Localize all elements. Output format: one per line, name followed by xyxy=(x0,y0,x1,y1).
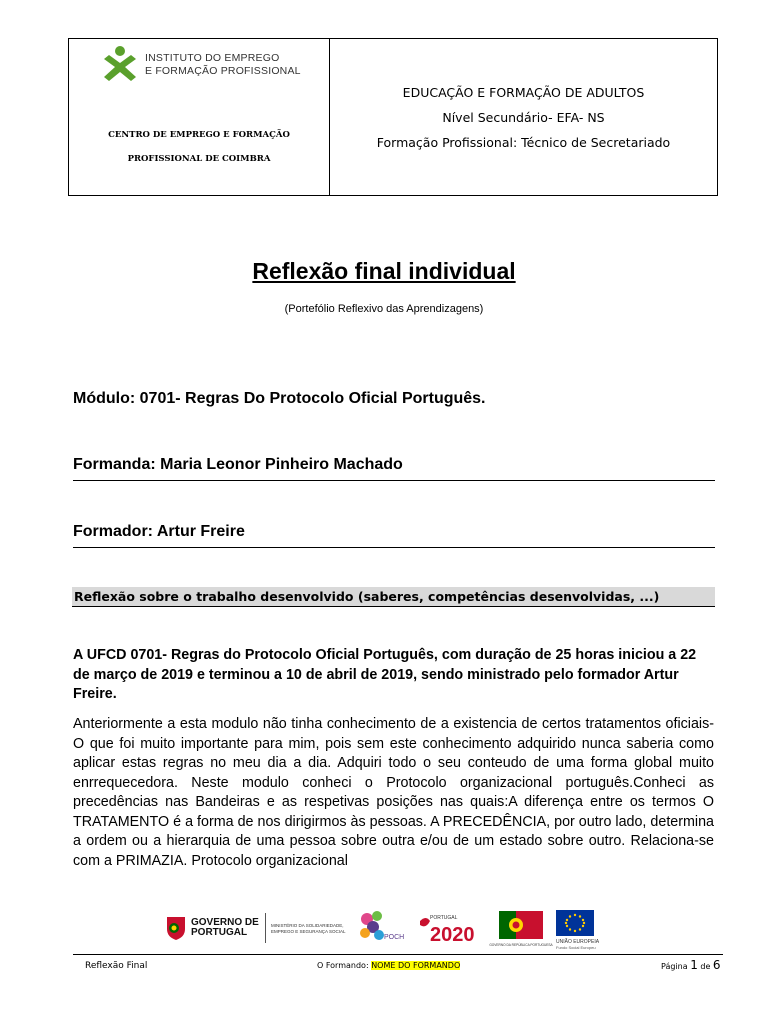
page-label: Página xyxy=(661,962,688,971)
footer-trainee-placeholder: NOME DO FORMANDO xyxy=(371,961,461,970)
portugal-2020-logo xyxy=(416,911,488,947)
page-current: 1 xyxy=(690,958,698,972)
header-right-cell xyxy=(330,39,717,195)
header-left-cell xyxy=(69,39,330,195)
footer-trainee-label: O Formando: xyxy=(317,961,372,970)
eu-line-2: Fundo Social Europeu xyxy=(556,945,596,950)
body-paragraph: Anteriormente a esta modulo não tinha conhecimento de a existencia de certos tratamentos oficiais- O que foi muito importante para mim, pois sem este conhecimento adquirido nunca saberia como aplicar estas regras no meu dia a dia. Adquiri todo o seu conteudo de uma forma global muito enrrequecedora. Neste modulo conheci o Protocolo organizacional português.Conheci as precedências nas Bandeiras e as respetivas posições nas quais:A diferença entre os termos O TRATAMENTO é a forma de nos dirigirmos às pessoas. A PRECEDÊNCIA, por outro lado, determina a ordem ou a hierarquia de uma pessoa sobre outra e/ou de um estado sobre outro. Relaciona-se com a PRIMAZIA. Protocolo organizacional xyxy=(73,716,714,869)
footer-doc-name: Reflexão Final xyxy=(85,961,148,971)
portugal-shield-icon xyxy=(165,915,187,941)
document-subtitle: (Portefólio Reflexivo das Aprendizagens) xyxy=(284,303,484,315)
gov-line-1: GOVERNO DE xyxy=(191,917,259,928)
footer-page-number xyxy=(661,958,721,972)
header-table xyxy=(68,38,718,196)
logo-divider xyxy=(265,913,266,943)
poch-logo-icon xyxy=(357,909,405,943)
module-line: Módulo: 0701- Regras Do Protocolo Oficial Português. xyxy=(73,390,486,407)
eu-flag-logo xyxy=(554,909,598,951)
training-name: Formação Profissional: Técnico de Secretariado xyxy=(376,134,671,150)
center-name xyxy=(69,123,329,171)
trainee-line: Formanda: Maria Leonor Pinheiro Machado xyxy=(73,456,715,481)
document-title: Reflexão final individual xyxy=(252,258,516,284)
p2020-small: PORTUGAL xyxy=(430,915,458,921)
footer-trainee xyxy=(317,961,460,970)
repub-label: GOVERNO DA REPÚBLICA PORTUGUESA xyxy=(489,943,553,947)
page-of: de xyxy=(700,962,711,971)
institute-line-2: E FORMAÇÃO PROFISSIONAL xyxy=(145,65,301,77)
poch-label: POCH xyxy=(384,934,405,941)
funding-logos xyxy=(165,907,600,951)
level-name: Nível Secundário- EFA- NS xyxy=(442,109,605,125)
intro-paragraph: A UFCD 0701- Regras do Protocolo Oficial Português, com duração de 25 horas iniciou a 22 de março de 2019 e terminou a 10 de abril de 2019, sendo ministrado pelo formador Artur Freire. xyxy=(73,647,697,702)
center-line-2: PROFISSIONAL DE COIMBRA xyxy=(127,154,271,164)
page-footer xyxy=(73,954,723,974)
page-total: 6 xyxy=(712,958,721,972)
gov-line-2: PORTUGAL xyxy=(191,927,248,938)
ministry-text: MINISTÉRIO DA SOLIDARIEDADE, EMPREGO E SEGURANÇA SOCIAL xyxy=(271,923,346,934)
trainer-line: Formador: Artur Freire xyxy=(73,523,715,548)
p2020-year: 2020 xyxy=(430,924,475,946)
republic-flag-logo xyxy=(489,909,553,949)
center-line-1: CENTRO DE EMPREGO E FORMAÇÃO xyxy=(108,130,290,140)
iefp-logo-icon xyxy=(101,45,139,85)
institute-line-1: INSTITUTO DO EMPREGO xyxy=(145,52,280,64)
gov-portugal-logo xyxy=(165,915,259,941)
section-heading: Reflexão sobre o trabalho desenvolvido (saberes, competências desenvolvidas, ...) xyxy=(72,587,715,607)
program-name: EDUCAÇÃO E FORMAÇÃO DE ADULTOS xyxy=(402,84,645,100)
iefp-logo xyxy=(101,45,301,85)
eu-line-1: UNIÃO EUROPEIA xyxy=(556,939,600,945)
